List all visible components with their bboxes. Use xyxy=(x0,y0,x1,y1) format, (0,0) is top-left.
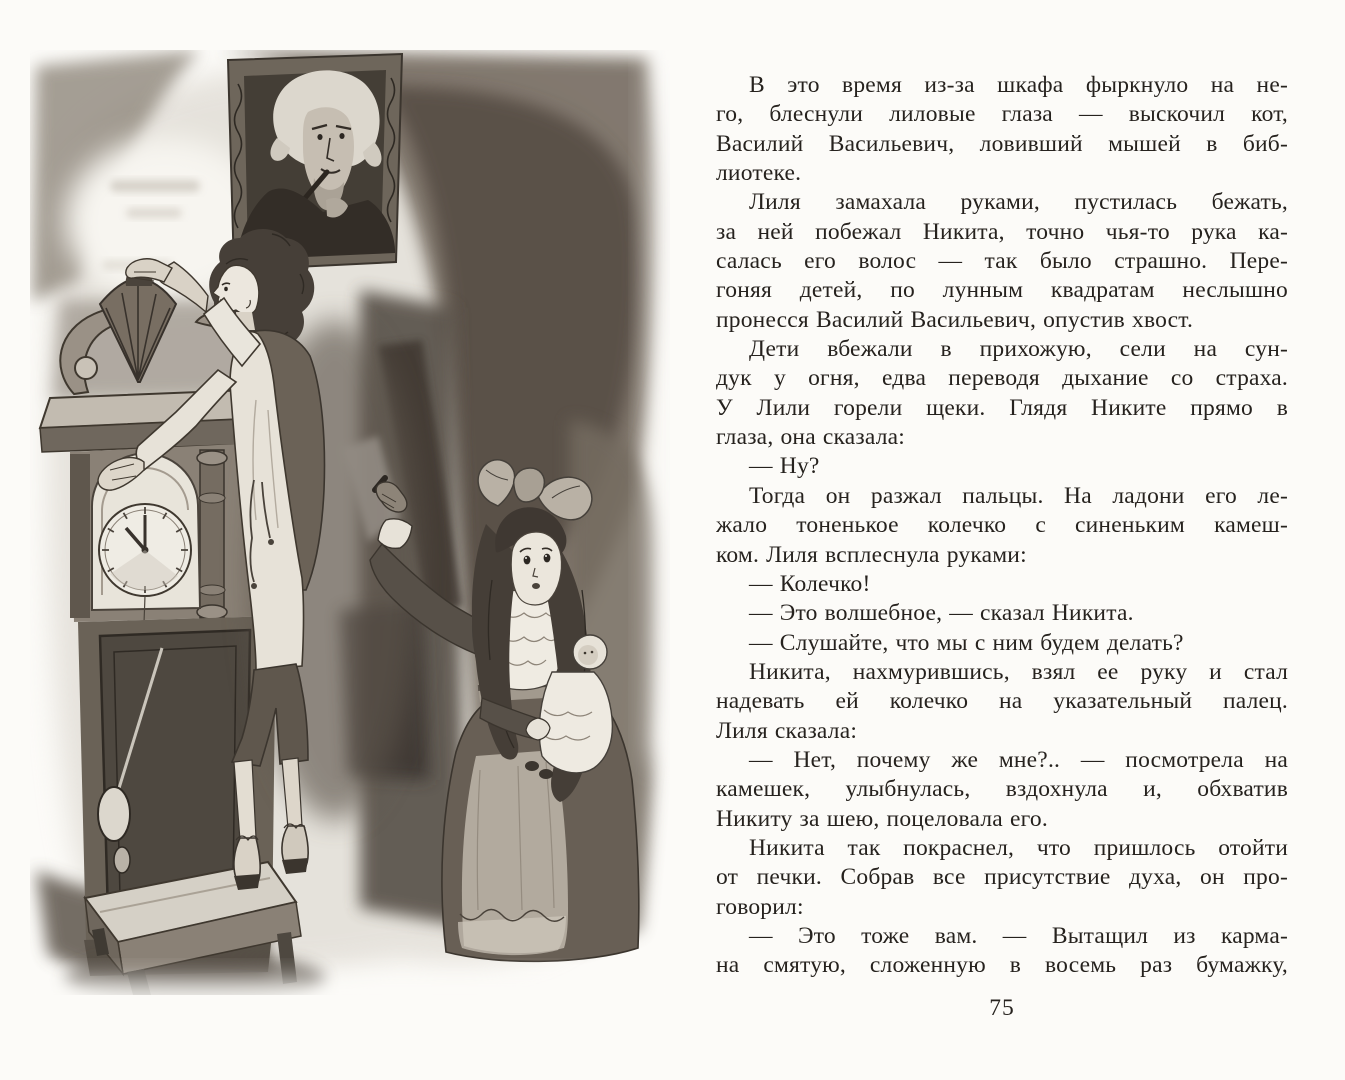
text-line: ком. Лиля всплеснула руками: xyxy=(716,541,1027,568)
text-line: В это время из-за шкафа фыркнуло на не- xyxy=(749,72,1288,98)
text-column xyxy=(716,71,1288,981)
text-line: Никита так покраснел, что пришлось отойти xyxy=(749,834,1288,861)
text-line: говорил: xyxy=(716,893,804,920)
text-line: Василий Васильевич, ловивший мышей в биб- xyxy=(716,130,1288,157)
text-line: от печки. Собрав все присутствие духа, он про- xyxy=(716,864,1288,891)
text-line: на смятую, сложенную в восемь раз бумажку, xyxy=(716,952,1288,979)
text-line: салась его волос — так было страшно. Пере- xyxy=(716,248,1288,275)
text-line: камешек, улыбнулась, вздохнула и, обхватив xyxy=(716,776,1288,803)
text-line: гоняя детей, по лунным квадратам неслышно xyxy=(716,277,1288,304)
text-line: Никиту за шею, поцеловала его. xyxy=(716,805,1048,832)
illustration xyxy=(30,50,670,995)
text-line: У Лили горели щеки. Глядя Никите прямо в xyxy=(716,394,1288,421)
text-line: — Нет, почему же мне?.. — посмотрела на xyxy=(749,746,1288,773)
text-line: лиотеке. xyxy=(716,160,802,187)
text-line: — Слушайте, что мы с ним будем делать? xyxy=(749,629,1184,656)
text-line: — Это тоже вам. — Вытащил из карма- xyxy=(749,922,1288,949)
text-line: — Ну? xyxy=(749,453,820,480)
text-line: глаза, она сказала: xyxy=(716,424,906,451)
text-line: Лиля замахала руками, пустилась бежать, xyxy=(749,189,1288,216)
text-line: жало тоненькое колечко с синеньким камеш- xyxy=(716,512,1288,539)
text-line: Тогда он разжал пальцы. На ладони его ле- xyxy=(749,482,1288,509)
text-line: Никита, нахмурившись, взял ее руку и стал xyxy=(749,658,1288,685)
text-line: Дети вбежали в прихожую, сели на сун- xyxy=(749,336,1288,363)
text-line: го, блеснули лиловые глаза — выскочил кот, xyxy=(716,101,1288,128)
text-line: Лиля сказала: xyxy=(716,717,858,744)
text-line: — Колечко! xyxy=(749,570,871,597)
text-line: пронесся Василий Васильевич, опустив хвост. xyxy=(716,306,1194,333)
text-line: дук у огня, едва переводя дыхание со страха. xyxy=(716,365,1288,392)
text-line: надевать ей колечко на указательный палец. xyxy=(716,688,1288,715)
page-number: 75 xyxy=(989,995,1015,1021)
text-line: за ней побежал Никита, точно чья-то рука ка- xyxy=(716,218,1288,245)
text-line: — Это волшебное, — сказал Никита. xyxy=(749,600,1134,627)
